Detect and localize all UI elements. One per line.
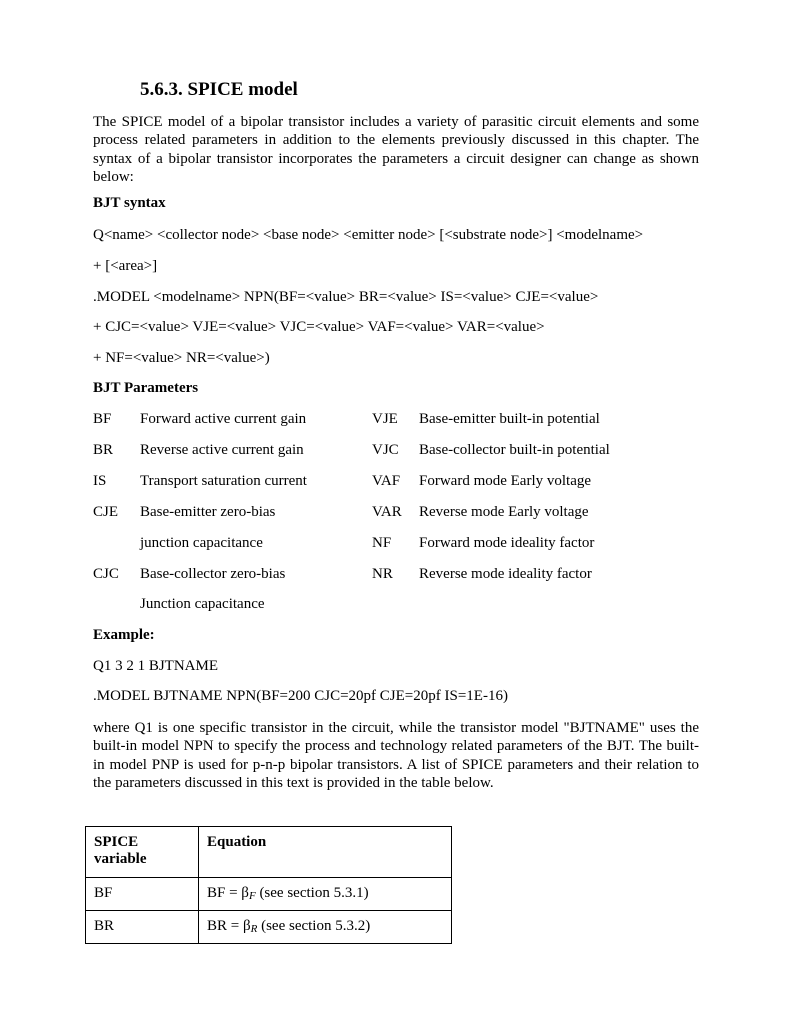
parameter-name: BR [93,442,114,458]
parameter-name: CJC [93,566,119,582]
equation-prefix: BR = β [207,918,251,934]
table-cell-variable: BF [86,878,199,911]
parameter-name: NR [372,566,393,582]
parameter-description: Forward active current gain [140,411,307,427]
parameter-name: VAF [372,473,401,489]
parameter-name: VJC [372,442,399,458]
example-line: Q1 3 2 1 BJTNAME [93,658,219,674]
parameter-name: IS [93,473,107,489]
parameter-description: Forward mode Early voltage [419,473,592,489]
example-explanation: where Q1 is one specific transistor in the circuit, while the transistor model "BJTNAME" uses the built-in model NPN to specify the process and technology related parameters of the BJT. The built-in model PNP is used for p-n-p bipolar transistors. A list of SPICE parameters and their relation to the parameters discussed in this text is provided in the table below. [93,720,699,792]
table-header-variable: SPICE variable [86,827,199,878]
parameter-name: NF [372,535,392,551]
parameter-description: Base-collector built-in potential [419,442,610,458]
table-row [86,911,452,944]
parameter-description: Transport saturation current [140,473,307,489]
syntax-title: BJT syntax [93,195,166,211]
table-header-row [86,827,452,878]
table-row [86,878,452,911]
parameter-description: Reverse mode Early voltage [419,504,589,520]
parameter-description: Base-collector zero-bias [140,566,286,582]
syntax-line: Q<name> <collector node> <base node> <emitter node> [<substrate node>] <modelname> [93,227,644,243]
equation-prefix: BF = β [207,885,249,901]
example-title: Example: [93,627,155,643]
syntax-line: + [<area>] [93,258,158,274]
parameter-description: Forward mode ideality factor [419,535,595,551]
parameter-name: BF [93,411,112,427]
parameter-name: VAR [372,504,402,520]
parameter-name: CJE [93,504,119,520]
intro-paragraph: The SPICE model of a bipolar transistor includes a variety of parasitic circuit elements and some process related parameters in addition to the elements previously discussed in this chapter. The syntax of a bipolar transistor incorporates the parameters a circuit designer can change as shown below: [93,114,699,186]
table-cell-equation [199,911,452,944]
parameters-title: BJT Parameters [93,380,199,396]
syntax-line: + NF=<value> NR=<value>) [93,350,270,366]
parameter-description: Base-emitter built-in potential [419,411,600,427]
equation-subscript: F [248,890,256,902]
table-cell-equation [199,878,452,911]
syntax-line: .MODEL <modelname> NPN(BF=<value> BR=<value> IS=<value> CJE=<value> [93,289,599,305]
parameter-name: VJE [372,411,398,427]
table-header-equation: Equation [199,827,452,878]
parameter-description: Junction capacitance [140,596,265,612]
equation-subscript: R [250,923,258,935]
equation-suffix: (see section 5.3.1) [255,885,369,901]
section-heading: 5.6.3. SPICE model [140,79,298,100]
parameter-description: Reverse active current gain [140,442,304,458]
syntax-line: + CJC=<value> VJE=<value> VJC=<value> VAF=<value> VAR=<value> [93,319,545,335]
equation-suffix: (see section 5.3.2) [257,918,371,934]
parameter-description: junction capacitance [140,535,263,551]
table-cell-variable: BR [86,911,199,944]
parameter-description: Base-emitter zero-bias [140,504,276,520]
spice-parameter-table [85,826,452,944]
parameter-description: Reverse mode ideality factor [419,566,592,582]
example-line: .MODEL BJTNAME NPN(BF=200 CJC=20pf CJE=20pf IS=1E-16) [93,688,508,704]
